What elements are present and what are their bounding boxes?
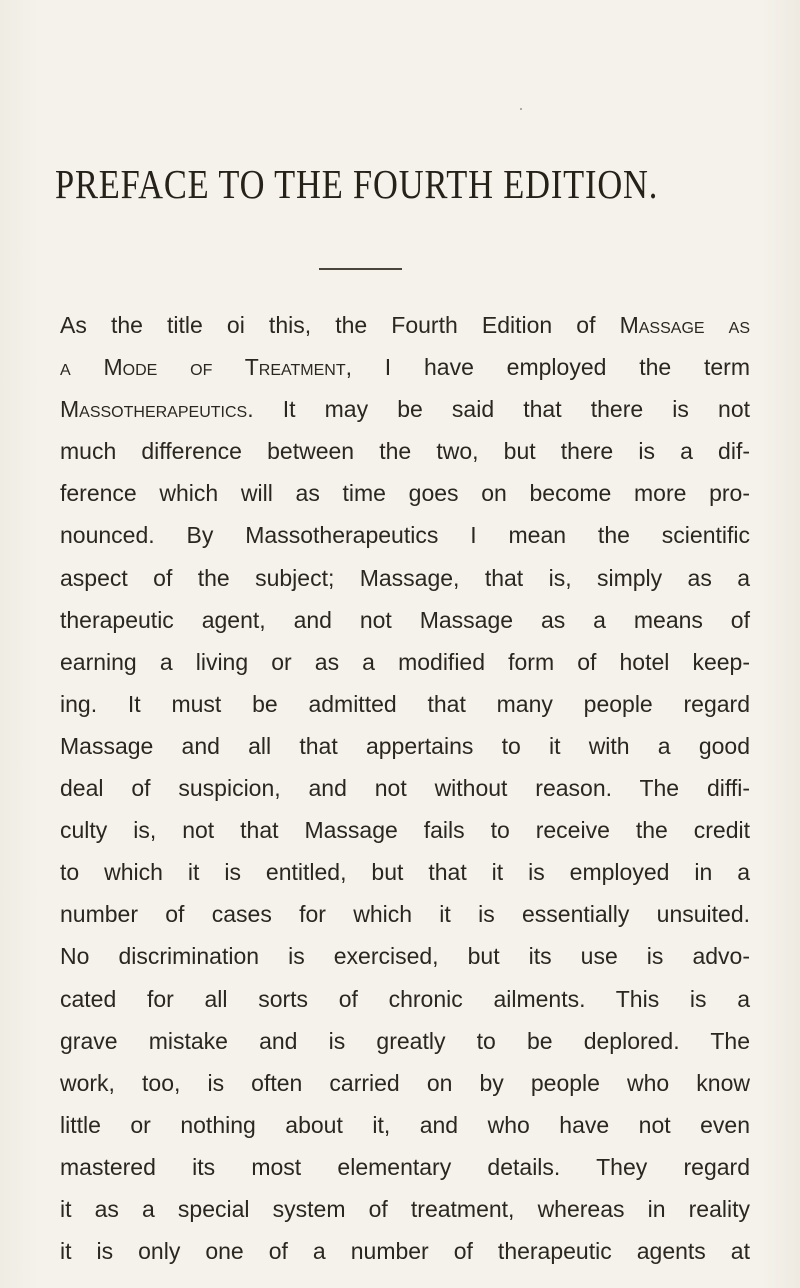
text-line: therapeutic agent, and not Massage as a means of <box>60 606 750 633</box>
text-line: little or nothing about it, and who have not even <box>60 1111 750 1138</box>
text-line <box>60 346 750 388</box>
book-title-small-caps: Massage as <box>619 312 751 338</box>
text-line <box>60 388 750 430</box>
text-line: mastered its most elementary details. They regard <box>60 1153 750 1180</box>
text-line: grave mistake and is greatly to be deplored. The <box>60 1027 750 1054</box>
text-line: aspect of the subject; Massage, that is, simply as a <box>60 564 750 591</box>
text-line: much difference between the two, but there is a dif- <box>60 438 750 465</box>
text-line <box>60 304 750 346</box>
text-segment: . It may be said that there is not <box>247 396 750 423</box>
paper-speck <box>520 108 522 110</box>
text-line: cated for all sorts of chronic ailments. This is a <box>60 985 750 1012</box>
book-title-small-caps: a Mode of Treatment <box>60 354 346 381</box>
text-line: to which it is entitled, but that it is employed in a <box>60 859 750 886</box>
text-line: nounced. By Massotherapeutics I mean the scientific <box>60 522 750 549</box>
preface-heading: PREFACE TO THE FOURTH EDITION. <box>55 161 659 207</box>
heading-rule <box>319 268 402 270</box>
text-line: Massage and all that appertains to it with a good <box>60 732 750 759</box>
text-line: it as a special system of treatment, whereas in reality <box>60 1195 750 1222</box>
text-line: culty is, not that Massage fails to receive the credit <box>60 817 750 844</box>
term-small-caps: Massotherapeutics <box>60 396 248 423</box>
text-line: earning a living or as a modified form of hotel keep- <box>60 648 750 675</box>
text-line: number of cases for which it is essentially unsuited. <box>60 901 750 928</box>
preface-paragraph <box>60 304 750 1272</box>
text-line: work, too, is often carried on by people who know <box>60 1069 750 1096</box>
text-line: No discrimination is exercised, but its use is advo- <box>60 943 750 970</box>
text-line: deal of suspicion, and not without reason. The diffi- <box>60 775 750 802</box>
text-line: it is only one of a number of therapeutic agents at <box>60 1238 750 1265</box>
text-line: ing. It must be admitted that many people regard <box>60 690 750 717</box>
text-segment: As the title oi this, the Fourth Edition of <box>60 312 620 338</box>
text-line: ference which will as time goes on become more pro- <box>60 480 750 507</box>
text-segment: , I have employed the term <box>345 354 750 381</box>
